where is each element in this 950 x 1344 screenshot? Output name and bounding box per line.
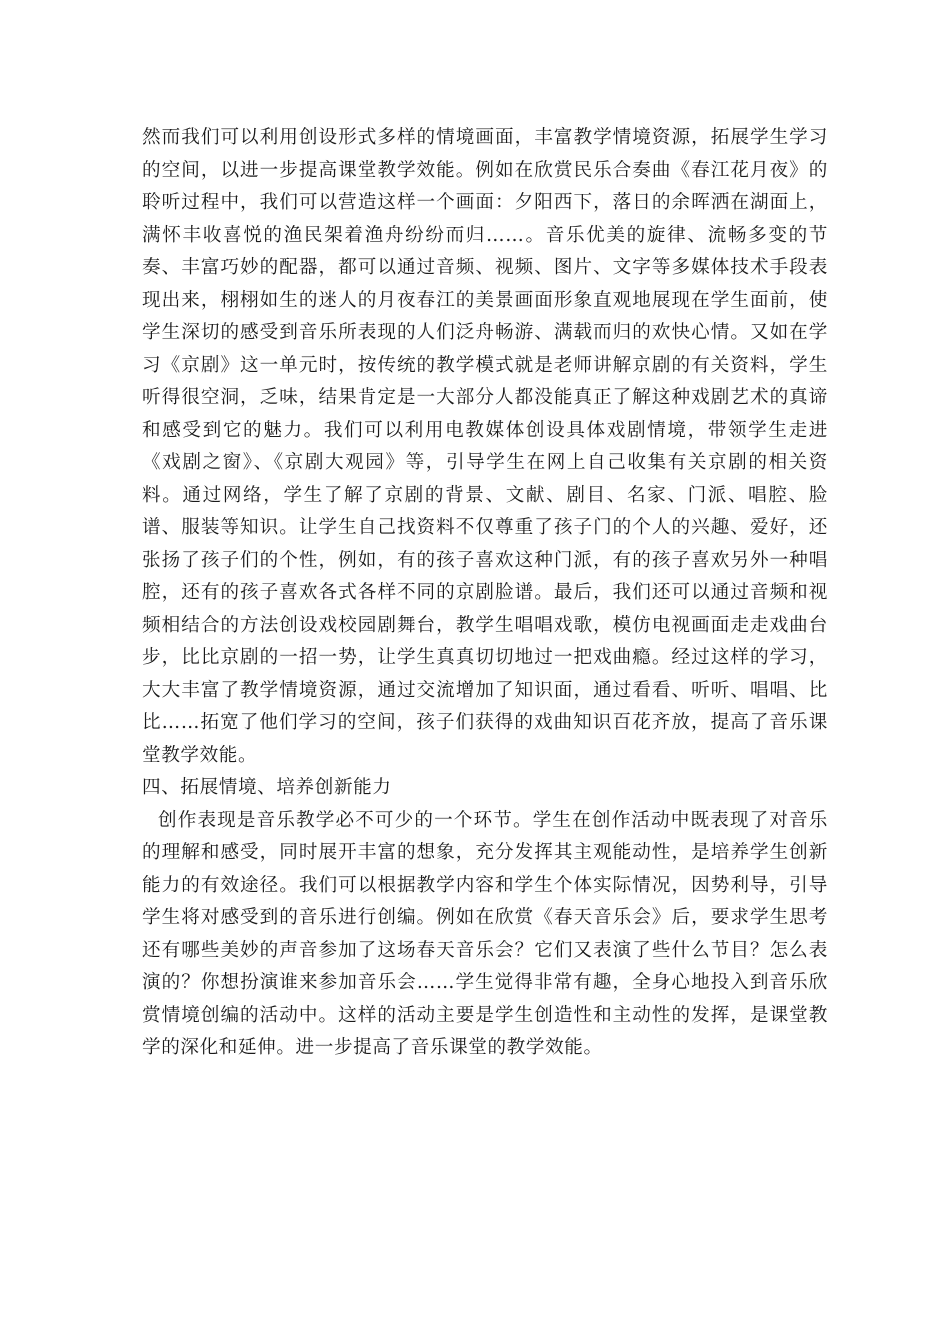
section-paragraph: 创作表现是音乐教学必不可少的一个环节。学生在创作活动中既表现了对音乐的理解和感受，同时展开丰富的想象，充分发挥其主观能动性，是培养学生创新能力的有效途径。我们可以根据教学内容和学生个体实际情况，因势利导，引导学生将对感受到的音乐进行创编。例如在欣赏《春天音乐会》后，要求学生思考还有哪些美妙的声音参加了这场春天音乐会？它们又表演了些什么节目？怎么表演的？你想扮演谁来参加音乐会……学生觉得非常有趣，全身心地投入到音乐欣赏情境创编的活动中。这样的活动主要是学生创造性和主动性的发挥，是课堂教学的深化和延伸。进一步提高了音乐课堂的教学效能。	[142, 809, 828, 1058]
document-page	[142, 122, 828, 1065]
section-heading: 四、拓展情境、培养创新能力	[142, 777, 392, 798]
body-paragraph: 然而我们可以利用创设形式多样的情境画面，丰富教学情境资源，拓展学生学习的空间，以进一步提高课堂教学效能。例如在欣赏民乐合奏曲《春江花月夜》的聆听过程中，我们可以营造这样一个画面：夕阳西下，落日的余晖洒在湖面上，满怀丰收喜悦的渔民架着渔舟纷纷而归……。音乐优美的旋律、流畅多变的节奏、丰富巧妙的配器，都可以通过音频、视频、图片、文字等多媒体技术手段表现出来，栩栩如生的迷人的月夜春江的美景画面形象直观地展现在学生面前，使学生深切的感受到音乐所表现的人们泛舟畅游、满载而归的欢快心情。又如在学习《京剧》这一单元时，按传统的教学模式就是老师讲解京剧的有关资料，学生听得很空洞，乏味，结果肯定是一大部分人都没能真正了解这种戏剧艺术的真谛和感受到它的魅力。我们可以利用电教媒体创设具体戏剧情境，带领学生走进《戏剧之窗》、《京剧大观园》等，引导学生在网上自己收集有关京剧的相关资料。通过网络，学生了解了京剧的背景、文献、剧目、名家、门派、唱腔、脸谱、服装等知识。让学生自己找资料不仅尊重了孩子门的个人的兴趣、爱好，还张扬了孩子们的个性，例如，有的孩子喜欢这种门派，有的孩子喜欢另外一种唱腔，还有的孩子喜欢各式各样不同的京剧脸谱。最后，我们还可以通过音频和视频相结合的方法创设戏校园剧舞台，教学生唱唱戏歌，模仿电视画面走走戏曲台步，比比京剧的一招一势，让学生真真切切地过一把戏曲瘾。经过这样的学习，大大丰富了教学情境资源，通过交流增加了知识面，通过看看、听听、唱唱、比比……拓宽了他们学习的空间，孩子们获得的戏曲知识百花齐放，提高了音乐课堂教学效能。	[142, 127, 828, 766]
